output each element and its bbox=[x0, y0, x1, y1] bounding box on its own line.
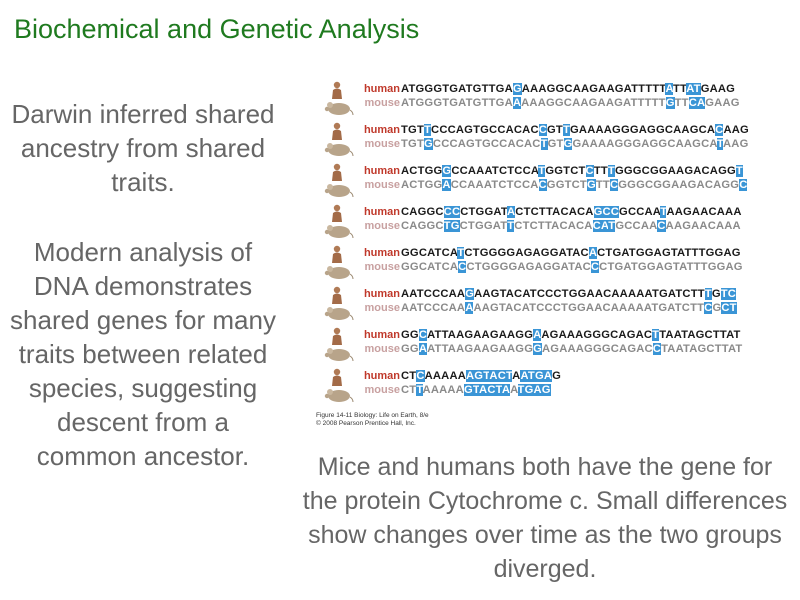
human-sequence: AATCCCAAGAAGTACATCCCTGGAACAAAAATGATCTTTGTC bbox=[401, 288, 737, 300]
human-label: human bbox=[363, 124, 400, 136]
mouse-label: mouse bbox=[364, 384, 400, 396]
species-icons bbox=[308, 244, 358, 282]
human-label: human bbox=[363, 370, 400, 382]
human-icon bbox=[330, 368, 344, 386]
mouse-sequence: TGTGCCCAGTGCCACACTGTGGAAAAGGGAGGCAAGCATAAG bbox=[401, 138, 749, 150]
darwin-text: Darwin inferred shared ancestry from shared traits. bbox=[11, 99, 275, 197]
sequence-row bbox=[308, 367, 778, 405]
human-label: human bbox=[363, 288, 400, 300]
human-label: human bbox=[363, 83, 400, 95]
mouse-icon bbox=[322, 264, 354, 280]
mouse-label: mouse bbox=[364, 302, 400, 314]
mouse-label: mouse bbox=[364, 343, 400, 355]
human-icon bbox=[330, 245, 344, 263]
mouse-sequence: GGCATCACCTGGGGAGAGGATACCCTGATGGAGTATTTGGAG bbox=[401, 261, 743, 273]
mouse-label: mouse bbox=[364, 179, 400, 191]
mouse-sequence: CAGGCTGCTGGATTCTCTTACACACATGCCAACAAGAACAAA bbox=[401, 220, 741, 232]
mouse-label: mouse bbox=[364, 138, 400, 150]
mouse-icon bbox=[322, 100, 354, 116]
mouse-sequence: AATCCCAAAAAGTACATCCCTGGAACAAAAATGATCTTCGCT bbox=[401, 302, 737, 314]
human-label: human bbox=[363, 206, 400, 218]
species-icons bbox=[308, 203, 358, 241]
species-icons bbox=[308, 80, 358, 118]
human-icon bbox=[330, 81, 344, 99]
mouse-icon bbox=[322, 305, 354, 321]
species-icons bbox=[308, 162, 358, 200]
sequence-row bbox=[308, 285, 778, 323]
species-icons bbox=[308, 326, 358, 364]
species-icons bbox=[308, 367, 358, 405]
mouse-icon bbox=[322, 223, 354, 239]
human-icon bbox=[330, 122, 344, 140]
species-icons bbox=[308, 285, 358, 323]
dna-comparison-figure bbox=[308, 80, 778, 432]
sequence-row bbox=[308, 203, 778, 241]
mouse-label: mouse bbox=[364, 97, 400, 109]
human-icon bbox=[330, 204, 344, 222]
dna-analysis-text: Modern analysis of DNA demonstrates shared genes for many traits between related species, suggesting descent from a common ancestor. bbox=[10, 237, 276, 471]
mouse-sequence: ATGGGTGATGTTGAAAAAGGCAAGAAGATTTTTGTTCAGAAG bbox=[401, 97, 740, 109]
sequence-row bbox=[308, 244, 778, 282]
human-sequence: ACTGGGCCAAATCTCCATGGTCTCTTTGGGCGGAAGACAGGT bbox=[401, 165, 743, 177]
human-sequence: CTCAAAAAAGTACTAATGAG bbox=[401, 370, 562, 382]
human-label: human bbox=[363, 329, 400, 341]
figure-caption: Mice and humans both have the gene for the protein Cytochrome c. Small differences show changes over time as the two groups diverged. bbox=[302, 453, 788, 583]
human-sequence: ATGGGTGATGTTGAGAAAGGCAAGAAGATTTTTATTATGAAG bbox=[401, 83, 736, 95]
mouse-sequence: CTTAAAAAGTACTAATGAG bbox=[401, 384, 551, 396]
species-icons bbox=[308, 121, 358, 159]
human-sequence: TGTTCCCAGTGCCACACCGTTGAAAAGGGAGGCAAGCACAAG bbox=[401, 124, 749, 136]
mouse-label: mouse bbox=[364, 220, 400, 232]
mouse-sequence: GGAATTAAGAAGAAGGGAGAAAGGGCAGACCTAATAGCTTAT bbox=[401, 343, 743, 355]
mouse-icon bbox=[322, 141, 354, 157]
mouse-sequence: ACTGGACCAAATCTCCACGGTCTGTTCGGGCGGAAGACAGGC bbox=[401, 179, 748, 191]
sequence-row bbox=[308, 121, 778, 159]
human-icon bbox=[330, 327, 344, 345]
sequence-row bbox=[308, 162, 778, 200]
human-sequence: GGCATCATCTGGGGAGAGGATACACTGATGGAGTATTTGGAG bbox=[401, 247, 741, 259]
human-icon bbox=[330, 286, 344, 304]
mouse-icon bbox=[322, 182, 354, 198]
slide-title: Biochemical and Genetic Analysis bbox=[14, 14, 420, 44]
human-icon bbox=[330, 163, 344, 181]
human-sequence: GGCATTAAGAAGAAGGAAGAAAGGGCAGACTTAATAGCTTAT bbox=[401, 329, 741, 341]
sequence-row bbox=[308, 80, 778, 118]
human-label: human bbox=[363, 165, 400, 177]
mouse-label: mouse bbox=[364, 261, 400, 273]
figure-credit: Figure 14-11 Biology: Life on Earth, 8/e © 2008 Pearson Prentice Hall, Inc. bbox=[316, 412, 429, 427]
mouse-icon bbox=[322, 387, 354, 403]
mouse-icon bbox=[322, 346, 354, 362]
human-label: human bbox=[363, 247, 400, 259]
sequence-row bbox=[308, 326, 778, 364]
human-sequence: CAGGCCCCTGGATACTCTTACACAGCCGCCAATAAGAACAAA bbox=[401, 206, 742, 218]
